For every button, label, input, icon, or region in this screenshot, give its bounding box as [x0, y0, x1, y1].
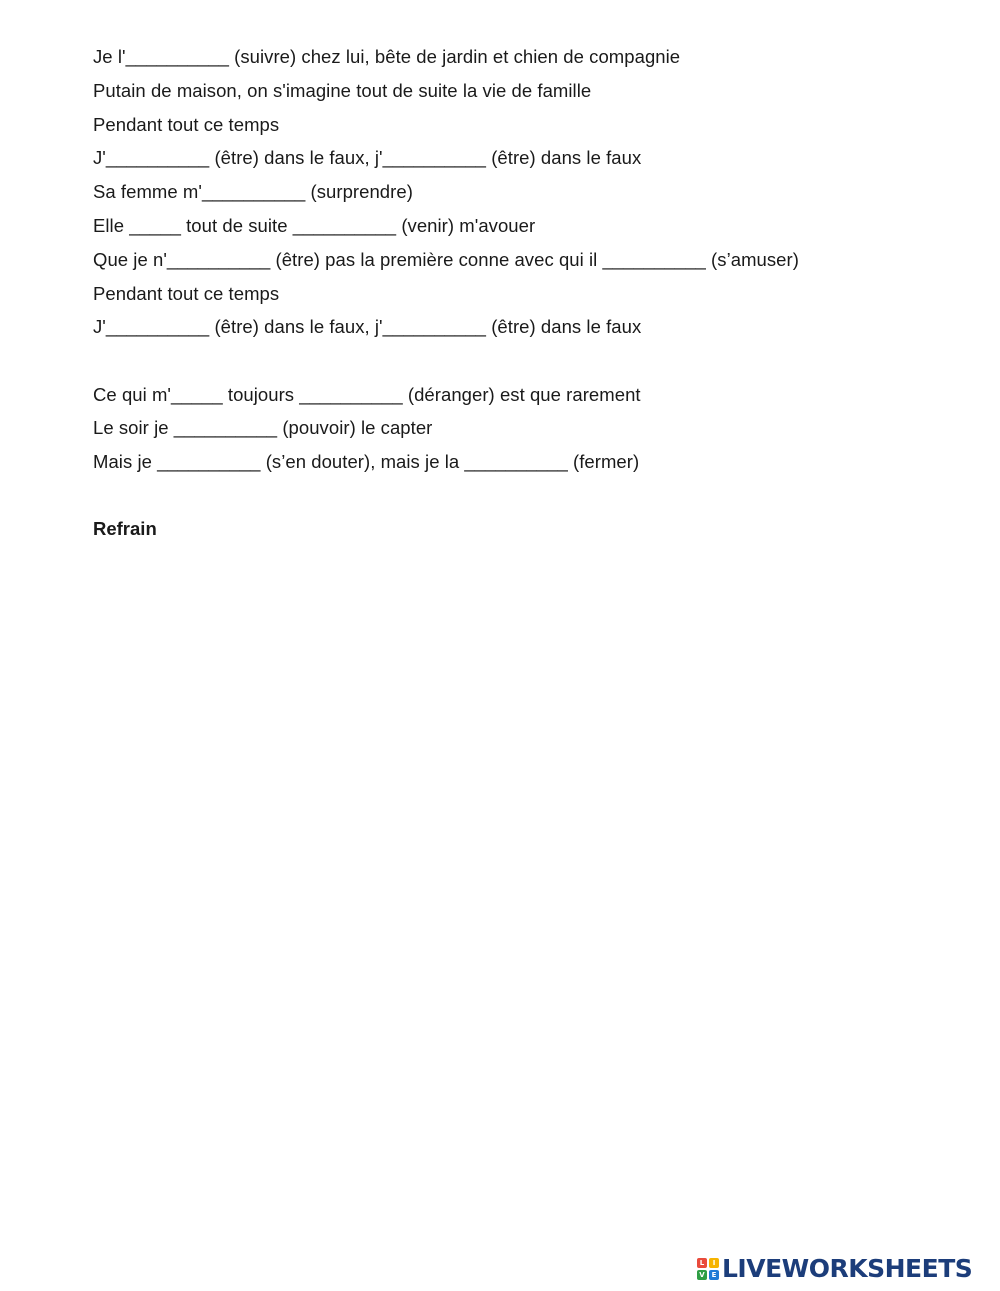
- lyric-line-1: Je l'__________ (suivre) chez lui, bête de jardin et chien de compagnie: [93, 46, 681, 67]
- logo-grid-icon: [697, 1258, 719, 1280]
- lyric-line-4: J'__________ (être) dans le faux, j'__________ (être) dans le faux: [93, 147, 642, 168]
- lyric-line-5: Sa femme m'__________ (surprendre): [93, 181, 413, 202]
- logo-letter-l: L: [697, 1258, 707, 1268]
- lyric-line-10: Ce qui m'_____ toujours __________ (déranger) est que rarement: [93, 384, 641, 405]
- lyric-line-6: Elle _____ tout de suite __________ (venir) m'avouer: [93, 215, 536, 236]
- logo-letter-v: V: [697, 1270, 707, 1280]
- refrain-heading: Refrain: [93, 518, 157, 539]
- brand-name: LIVEWORKSHEETS: [722, 1254, 973, 1283]
- lyric-line-11: Le soir je __________ (pouvoir) le capter: [93, 417, 433, 438]
- lyric-line-12: Mais je __________ (s’en douter), mais je la __________ (fermer): [93, 451, 640, 472]
- lyric-line-8: Pendant tout ce temps: [93, 283, 280, 304]
- logo-letter-e: E: [709, 1270, 719, 1280]
- lyric-line-9: J'__________ (être) dans le faux, j'__________ (être) dans le faux: [93, 316, 642, 337]
- liveworksheets-logo: [697, 1254, 972, 1284]
- lyric-line-7: Que je n'__________ (être) pas la première conne avec qui il __________ (s’amuser): [93, 249, 799, 270]
- logo-letter-i: I: [709, 1258, 719, 1268]
- lyric-line-2: Putain de maison, on s'imagine tout de suite la vie de famille: [93, 80, 592, 101]
- lyric-line-3: Pendant tout ce temps: [93, 114, 280, 135]
